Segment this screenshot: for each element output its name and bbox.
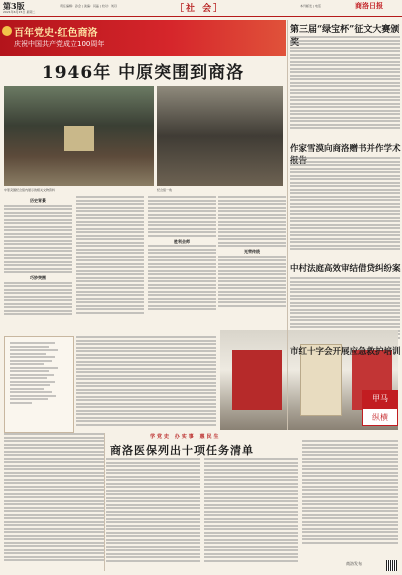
banner-title: 百年党史·红色商洛 (14, 28, 98, 39)
banner-subtitle: 庆祝中国共产党成立100周年 (14, 40, 105, 48)
story-body (290, 36, 400, 136)
story-body (302, 440, 398, 550)
logo-label: 商洛发布 (346, 561, 362, 566)
poem-text (10, 342, 66, 424)
memorial-hall-photo (4, 86, 154, 186)
article-column (4, 196, 72, 331)
party-emblem-icon (2, 26, 12, 36)
main-headline: 1946年 中原突围到商洛 (41, 63, 245, 83)
story-body (76, 336, 216, 431)
column-divider (104, 433, 105, 571)
column-badge (362, 390, 398, 426)
header-contact: 本刊邮发 | 电话 (300, 4, 321, 8)
newspaper-logo: 商洛日报 (355, 1, 383, 10)
story-body (106, 458, 200, 571)
photo-caption: 纪念馆一角 (157, 188, 173, 192)
page-number: 第3版 (3, 1, 25, 11)
story-headline: 中村法庭高效审结借贷纠纷案 (290, 264, 401, 274)
photo-caption: 中原突围纪念馆内展示的相关文物资料 (4, 188, 56, 192)
story-body (290, 157, 400, 257)
media-logo (302, 560, 398, 572)
memorial-building-photo (157, 86, 283, 186)
article-subhead: 历史背景 (30, 198, 46, 203)
story-headline: 作家雪漠向商洛赠书并作学术 (290, 144, 401, 154)
story-body (4, 433, 104, 571)
article-column (76, 196, 144, 331)
article-subhead: 光荣传统 (244, 249, 260, 254)
article-column (218, 196, 286, 331)
story-body (204, 458, 298, 571)
qr-code-icon (386, 560, 397, 571)
header-rule (0, 16, 402, 17)
section-label: ［社 会］ (175, 4, 225, 14)
page-date: 2021年6月15日 星期二 (3, 10, 36, 14)
story-headline: 市红十字会开展应急救护培训 (290, 347, 401, 357)
bottom-kicker: 学党史 办实事 惠民生 (150, 434, 221, 440)
bottom-headline: 商洛医保列出十项任务清单 (110, 444, 254, 457)
badge-bottom: 纵横 (362, 408, 398, 426)
article-column (148, 196, 216, 331)
editor-credits: 责任编辑：孙会 | 美编：闫晶 | 校对：刘丹 (60, 4, 117, 8)
badge-top: 甲马 (362, 390, 398, 408)
article-subhead: 巧妙突围 (30, 275, 46, 281)
column-divider (287, 20, 288, 430)
story-headline: 第三届“绿宝杯”征文大赛颁 (290, 25, 400, 35)
article-subhead: 胜利会师 (174, 238, 190, 244)
